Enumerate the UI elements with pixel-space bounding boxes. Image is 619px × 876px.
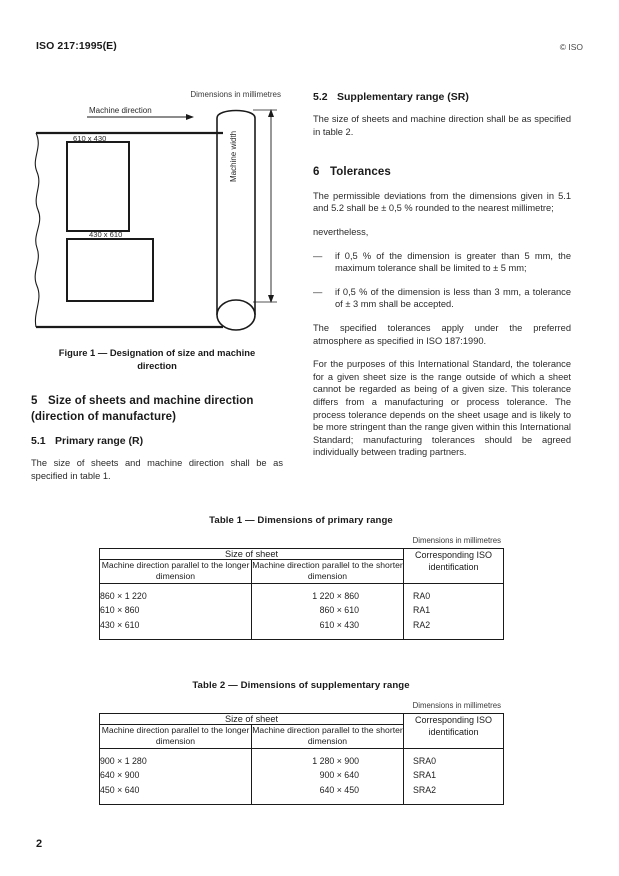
table-2-block bbox=[99, 680, 503, 805]
table-row bbox=[100, 583, 504, 603]
table-2-header-size-of-sheet: Size of sheet bbox=[100, 714, 404, 725]
table-row bbox=[100, 603, 504, 618]
table-2-r0-longer: 900 × 1 280 bbox=[100, 755, 147, 766]
table-1-r2-iso: RA2 bbox=[404, 618, 504, 639]
table-1-header-size-of-sheet: Size of sheet bbox=[100, 549, 404, 560]
clause-6-list-item-1 bbox=[313, 250, 571, 275]
clause-6-title: Tolerances bbox=[330, 166, 391, 179]
table-row bbox=[100, 768, 504, 783]
figure-1 bbox=[31, 90, 283, 340]
clause-5-2-title: Supplementary range (SR) bbox=[337, 91, 469, 103]
clause-5-2-text: The size of sheets and machine direction shall be as specified in table 2. bbox=[313, 114, 571, 137]
dash-marker: — bbox=[313, 250, 323, 261]
copyright-notice: © ISO bbox=[559, 42, 583, 52]
table-2 bbox=[99, 713, 504, 805]
table-1-r1-shorter: 860 × 610 bbox=[252, 603, 404, 618]
clause-5-1-title: Primary range (R) bbox=[55, 435, 144, 448]
dash-marker: — bbox=[313, 286, 323, 297]
clause-6-list-item-2-text: if 0,5 % of the dimension is less than 3 mm, a tolerance of ± 3 mm shall be accepted. bbox=[335, 286, 571, 310]
page-number: 2 bbox=[36, 838, 43, 850]
clause-5-2-heading bbox=[313, 90, 571, 104]
sheet-label-landscape: 430 x 610 bbox=[89, 230, 123, 239]
table-1-header-longer-dimension: Machine direction parallel to the longer dimension bbox=[100, 560, 252, 584]
figure-caption: Figure 1 — Designation of size and machine direction bbox=[58, 347, 256, 371]
clause-5-1-heading bbox=[31, 434, 283, 448]
table-1 bbox=[99, 548, 504, 640]
table-2-r2-longer: 450 × 640 bbox=[100, 785, 140, 795]
table-2-header-shorter-dimension: Machine direction parallel to the shorter dimension bbox=[252, 725, 403, 747]
table-1-r0-shorter: 1 220 × 860 bbox=[252, 583, 404, 603]
machine-direction-label: Machine direction bbox=[89, 106, 152, 115]
clause-6-nevertheless: nevertheless, bbox=[313, 227, 369, 238]
table-1-r1-iso: RA1 bbox=[404, 603, 504, 618]
table-2-r0-iso: SRA0 bbox=[404, 748, 504, 768]
table-2-r2-shorter: 640 × 450 bbox=[252, 783, 404, 804]
clause-5-1-number: 5.1 bbox=[31, 435, 46, 448]
clause-6-paragraph-3: For the purposes of this International Standard, the tolerance for a given sheet size is the range outside of which a sheet cannot be regarded as being of a given size. This tolerance differs from a manufacturing or process tolerance. The process tolerance depends on the sheet usage and is likely to be more stringent than the range given within this International Standard; manufacturing tolerances should be agreed individually between trading partners. bbox=[313, 359, 571, 458]
table-2-header-longer-dimension: Machine direction parallel to the longer dimension bbox=[100, 725, 252, 749]
table-1-header-iso-identification: Corresponding ISO identification bbox=[404, 549, 504, 584]
table-1-r2-longer: 430 × 610 bbox=[100, 620, 140, 630]
sheet-label-portrait: 610 x 430 bbox=[73, 134, 107, 143]
section-spacer bbox=[313, 149, 571, 165]
table-1-r0-iso: RA0 bbox=[404, 583, 504, 603]
clause-6-list-item-2 bbox=[313, 286, 571, 311]
table-1-r0-longer: 860 × 1 220 bbox=[100, 590, 147, 601]
running-head bbox=[36, 40, 583, 56]
clause-5-heading bbox=[31, 394, 283, 425]
clause-6-heading bbox=[313, 165, 571, 181]
table-2-header-iso-identification: Corresponding ISO identification bbox=[404, 714, 504, 749]
clause-5-2-number: 5.2 bbox=[313, 91, 328, 103]
table-row bbox=[100, 618, 504, 639]
table-1-dimensions-note: Dimensions in millimetres bbox=[412, 536, 501, 545]
clause-6-paragraph-2: The specified tolerances apply under the preferred atmosphere as specified in ISO 187:1990. bbox=[313, 323, 571, 346]
table-2-r1-iso: SRA1 bbox=[404, 768, 504, 783]
table-2-dimensions-note: Dimensions in millimetres bbox=[412, 701, 501, 710]
clause-6-list-item-1-text: if 0,5 % of the dimension is greater than 5 mm, the maximum tolerance shall be limited to ± 5 mm; bbox=[335, 250, 571, 274]
table-2-r1-longer: 640 × 900 bbox=[100, 770, 140, 781]
table-2-r2-iso: SRA2 bbox=[404, 783, 504, 804]
table-2-title: Table 2 — Dimensions of supplementary range bbox=[192, 680, 410, 691]
table-1-header-shorter-dimension: Machine direction parallel to the shorter dimension bbox=[252, 560, 403, 582]
clause-6-number: 6 bbox=[313, 166, 320, 179]
right-column bbox=[313, 90, 571, 470]
table-1-title: Table 1 — Dimensions of primary range bbox=[209, 515, 393, 526]
table-1-r2-shorter: 610 × 430 bbox=[252, 618, 404, 639]
figure-dimensions-note: Dimensions in millimetres bbox=[190, 90, 281, 99]
clause-6-paragraph-1: The permissible deviations from the dimensions given in 5.1 and 5.2 shall be ± 0,5 % rounded to the nearest millimetre; bbox=[313, 190, 571, 214]
left-column bbox=[31, 90, 283, 493]
clause-5-number: 5 bbox=[31, 395, 38, 407]
table-row bbox=[100, 748, 504, 768]
paper-roll-diagram bbox=[31, 90, 283, 340]
standard-reference: ISO 217:1995(E) bbox=[36, 40, 117, 52]
table-1-r1-longer: 610 × 860 bbox=[100, 605, 140, 616]
table-row bbox=[100, 783, 504, 804]
table-2-r1-shorter: 900 × 640 bbox=[252, 768, 404, 783]
table-2-r0-shorter: 1 280 × 900 bbox=[252, 748, 404, 768]
clause-5-title: Size of sheets and machine direction (direction of manufacture) bbox=[31, 395, 254, 423]
table-2-header-row-1 bbox=[100, 714, 504, 725]
table-1-block bbox=[99, 515, 503, 640]
table-1-header-row-1 bbox=[100, 549, 504, 560]
clause-5-1-text: The size of sheets and machine direction shall be as specified in table 1. bbox=[31, 458, 283, 481]
machine-width-label: Machine width bbox=[229, 130, 238, 182]
